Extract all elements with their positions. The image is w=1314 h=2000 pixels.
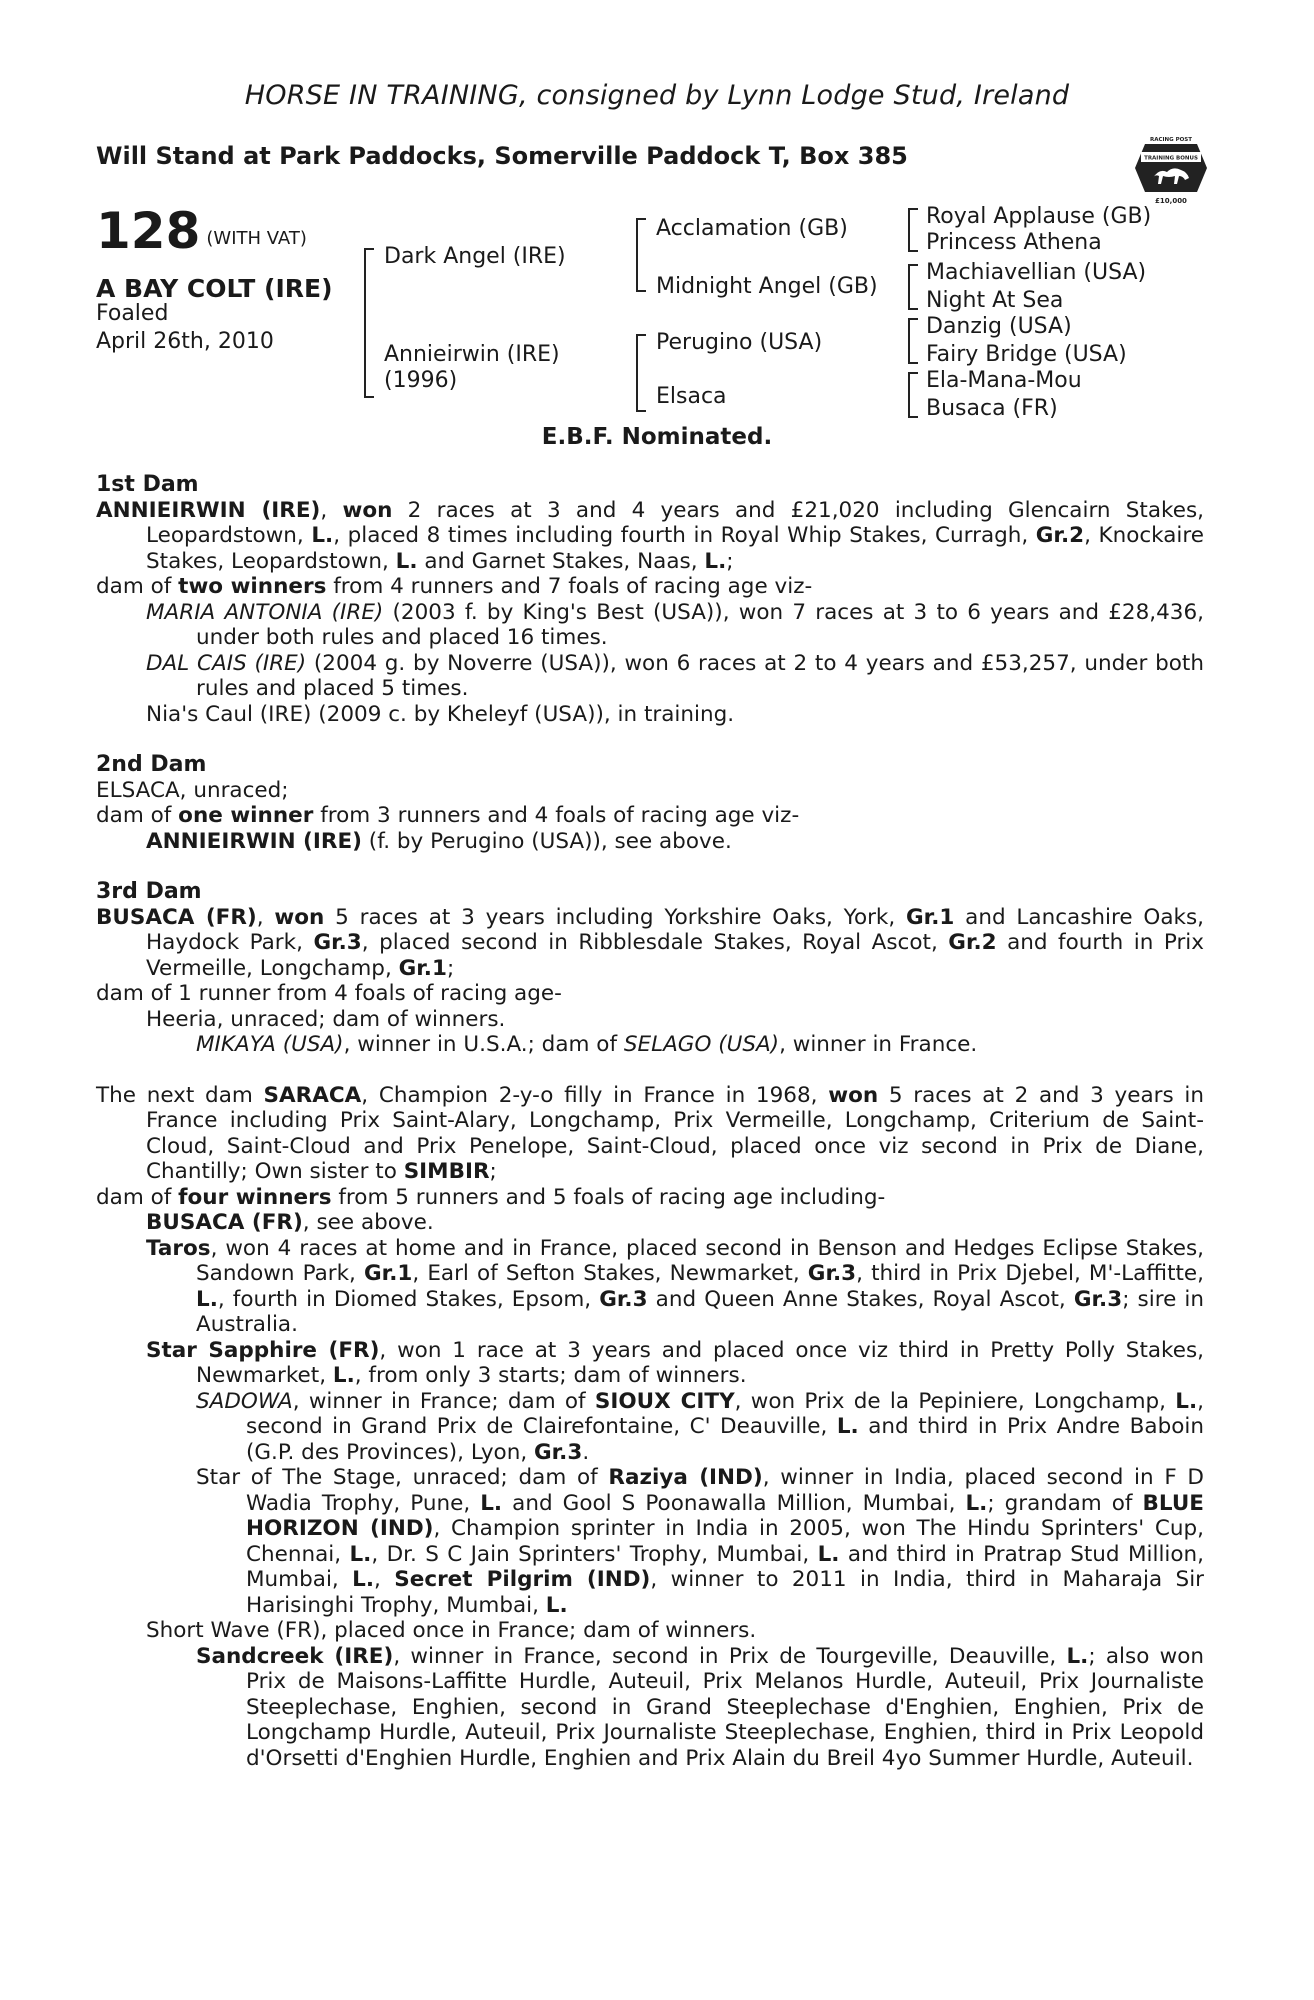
third-dam-record: BUSACA (FR), won 5 races at 3 years including Yorkshire Oaks, York, Gr.1 and Lancashire Oaks, Haydock Park, Gr.3, placed second in Ribblesdale Stakes, Royal Ascot, Gr.2 and fourth in Prix Vermeille, Longchamp, Gr.1;: [96, 904, 1205, 981]
first-dam-name: ANNIEIRWIN (IRE): [96, 497, 321, 523]
dam-dam: Elsaca: [656, 384, 727, 409]
produce-entry: SADOWA, winner in France; dam of SIOUX CITY, won Prix de la Pepiniere, Longchamp, L., second in Grand Prix de Clairefontaine, C' Deauville, L. and third in Prix Andre Baboin (G.P. des Provinces), Lyon, Gr.3.: [196, 1388, 1204, 1465]
produce-entry: BUSACA (FR), see above.: [146, 1210, 434, 1235]
badge-top-text: RACING POST: [1149, 137, 1193, 143]
pedigree-brace: [364, 248, 374, 398]
second-dam-produce-summary: dam of one winner from 3 runners and 4 foals of racing age viz-: [96, 803, 800, 828]
produce-entry: ANNIEIRWIN (IRE) (f. by Perugino (USA)), see above.: [146, 828, 732, 854]
foaled-date: April 26th, 2010: [96, 329, 274, 354]
pedigree-brace: [908, 372, 918, 418]
training-bonus-badge-icon: [1131, 128, 1211, 208]
dam-line-text: [96, 472, 1204, 1771]
produce-entry: Taros, won 4 races at home and in France, placed second in Benson and Hedges Eclipse Stakes, Sandown Park, Gr.1, Earl of Sefton Stakes, Newmarket, Gr.3, third in Prix Djebel, M'-Laffitte, L., fourth in Diomed Stakes, Epsom, Gr.3 and Queen Anne Stakes, Royal Ascot, Gr.3; sire in Australia.: [146, 1235, 1204, 1337]
lot-number: 128: [96, 202, 201, 260]
dsd-name: Fairy Bridge (USA): [926, 342, 1127, 367]
produce-entry: MARIA ANTONIA (IRE) (2003 f. by King's Best (USA)), won 7 races at 3 to 6 years and £28,436, under both rules and placed 16 times.: [146, 599, 1204, 650]
foaled-label: Foaled: [96, 301, 169, 326]
produce-entry: Star Sapphire (FR), won 1 race at 3 years and placed once viz third in Pretty Polly Stakes, Newmarket, L., from only 3 starts; dam of winners.: [146, 1337, 1204, 1388]
produce-entry: DAL CAIS (IRE) (2004 g. by Noverre (USA)), won 6 races at 2 to 4 years and £53,257, under both rules and placed 5 times.: [146, 650, 1204, 701]
produce-entry: MIKAYA (USA), winner in U.S.A.; dam of SELAGO (USA), winner in France.: [196, 1032, 978, 1057]
first-dam-produce-summary: dam of two winners from 4 runners and 7 foals of racing age viz-: [96, 574, 813, 599]
lot-heading: [96, 204, 307, 258]
foaled-info: [96, 300, 274, 356]
next-dam-produce-summary: dam of four winners from 5 runners and 5 foals of racing age including-: [96, 1184, 886, 1210]
pedigree-brace: [636, 334, 646, 412]
ssd-name: Princess Athena: [926, 230, 1102, 255]
stand-location: Will Stand at Park Paddocks, Somerville Paddock T, Box 385: [96, 142, 908, 170]
dam-sire: Perugino (USA): [656, 330, 823, 355]
produce-entry: Heeria, unraced; dam of winners.: [146, 1006, 506, 1032]
sire-name: Dark Angel (IRE): [384, 244, 566, 269]
ddd-name: Busaca (FR): [926, 396, 1058, 421]
sire-dam: Midnight Angel (GB): [656, 274, 878, 299]
dam-year: (1996): [384, 368, 458, 393]
produce-entry: Nia's Caul (IRE) (2009 c. by Kheleyf (USA)), in training.: [146, 701, 735, 727]
pedigree-brace: [636, 218, 646, 292]
ebf-nomination: E.B.F. Nominated.: [541, 424, 773, 450]
sdd-name: Night At Sea: [926, 288, 1064, 313]
vat-note: (WITH VAT): [206, 228, 307, 249]
horse-description: A BAY COLT (IRE): [96, 274, 333, 303]
consignor-line: HORSE IN TRAINING, consigned by Lynn Lodge Stud, Ireland: [244, 80, 1070, 111]
produce-entry: Short Wave (FR), placed once in France; dam of winners.: [146, 1618, 757, 1643]
sire-sire: Acclamation (GB): [656, 216, 848, 241]
pedigree-brace: [908, 318, 918, 364]
dds-name: Ela-Mana-Mou: [926, 368, 1082, 393]
third-dam-heading: 3rd Dam: [96, 879, 202, 904]
produce-entry: Star of The Stage, unraced; dam of Raziya (IND), winner in India, placed second in F D Wadia Trophy, Pune, L. and Gool S Poonawalla Million, Mumbai, L.; grandam of BLUE HORIZON (IND), Champion sprinter in India in 2005, won The Hindu Sprinters' Cup, Chennai, L., Dr. S C Jain Sprinters' Trophy, Mumbai, L. and third in Pratrap Stud Million, Mumbai, L., Secret Pilgrim (IND), winner to 2011 in India, third in Maharaja Sir Harisinghi Trophy, Mumbai, L.: [196, 1465, 1205, 1618]
pedigree-brace: [908, 264, 918, 310]
badge-mid-text: TRAINING BONUS: [1144, 155, 1198, 162]
pedigree-brace: [908, 208, 918, 252]
dam-name: Annieirwin (IRE): [384, 342, 560, 367]
second-dam-heading: 2nd Dam: [96, 752, 207, 777]
next-dam-record: The next dam SARACA, Champion 2-y-o filly in France in 1968, won 5 races at 2 and 3 years in France including Prix Saint-Alary, Longchamp, Prix Vermeille, Longchamp, Criterium de Saint-Cloud, Saint-Cloud and Prix Penelope, Saint-Cloud, placed once viz second in Prix de Diane, Chantilly; Own sister to SIMBIR;: [96, 1082, 1205, 1184]
badge-bottom-text: £10,000: [1155, 197, 1187, 205]
second-dam-record: ELSACA, unraced;: [96, 777, 289, 803]
first-dam-heading: 1st Dam: [96, 472, 199, 497]
produce-entry: Sandcreek (IRE), winner in France, second in Prix de Tourgeville, Deauville, L.; also won Prix de Maisons-Laffitte Hurdle, Auteuil, Prix Melanos Hurdle, Auteuil, Prix Journaliste Steeplechase, Enghien, second in Grand Steeplechase d'Enghien, Enghien, Prix de Longchamp Hurdle, Auteuil, Prix Journaliste Steeplechase, Enghien, third in Prix Leopold d'Orsetti d'Enghien Hurdle, Enghien and Prix Alain du Breil 4yo Summer Hurdle, Auteuil.: [196, 1643, 1204, 1771]
third-dam-produce-summary: dam of 1 runner from 4 foals of racing age-: [96, 981, 562, 1006]
sss-name: Royal Applause (GB): [926, 204, 1152, 229]
sds-name: Machiavellian (USA): [926, 260, 1147, 285]
dss-name: Danzig (USA): [926, 314, 1072, 339]
first-dam-record: ANNIEIRWIN (IRE), won 2 races at 3 and 4 years and £21,020 including Glencairn Stakes, Leopardstown, L., placed 8 times including fourth in Royal Whip Stakes, Curragh, Gr.2, Knockaire Stakes, Leopardstown, L. and Garnet Stakes, Naas, L.;: [96, 497, 1205, 574]
